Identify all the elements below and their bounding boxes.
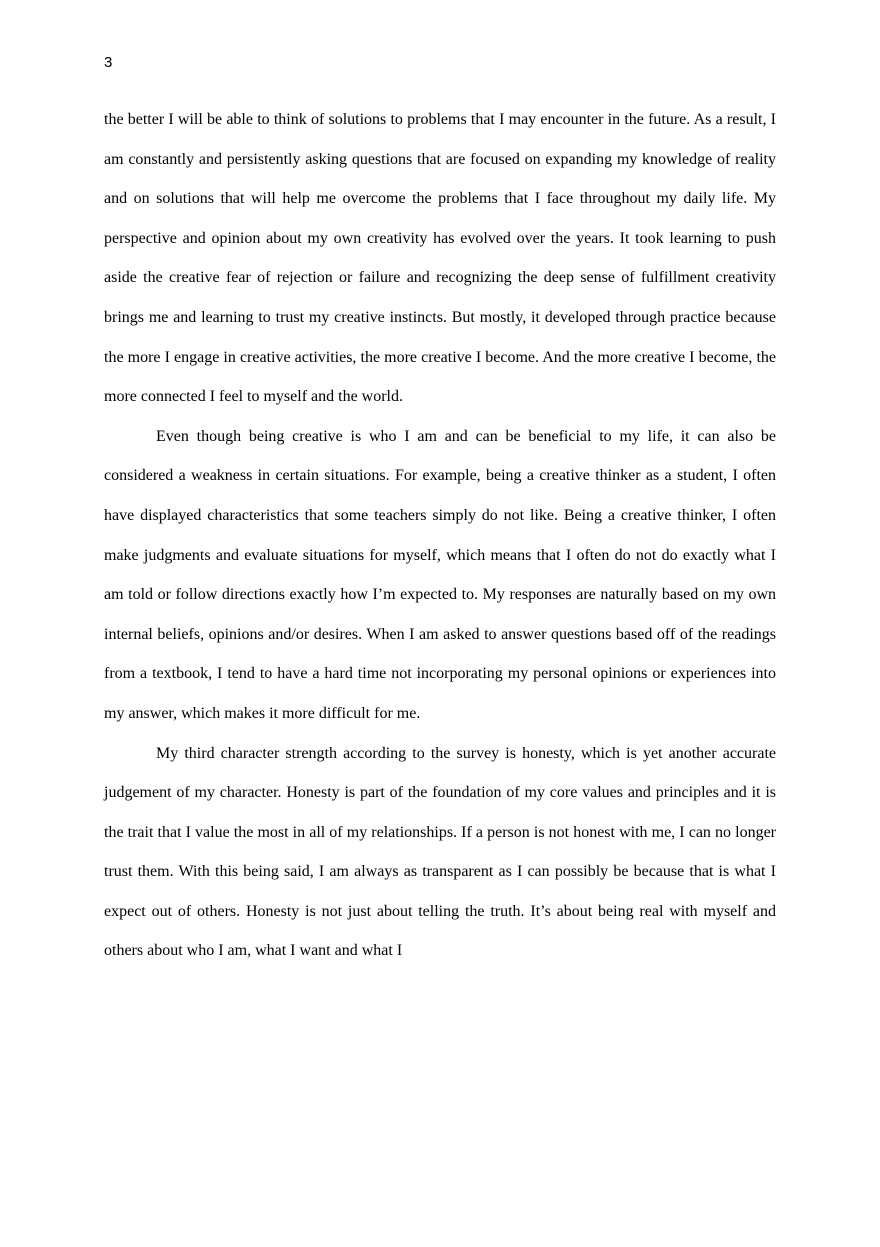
paragraph-3: My third character strength according to the survey is honesty, which is yet another accurate judgement of my character. Honesty is part of the foundation of my core values and principles and it is the trait that I value the most in all of my relationships. If a person is not honest with me, I can no longer trust them. With this being said, I am always as transparent as I can possibly be because that is what I expect out of others. Honesty is not just about telling the truth. It’s about being real with myself and others about who I am, what I want and what I	[104, 744, 776, 960]
body-text	[104, 100, 776, 971]
paragraph-2: Even though being creative is who I am and can be beneficial to my life, it can also be considered a weakness in certain situations. For example, being a creative thinker as a student, I often have displayed characteristics that some teachers simply do not like. Being a creative thinker, I often make judgments and evaluate situations for myself, which means that I often do not do exactly what I am told or follow directions exactly how I’m expected to. My responses are naturally based on my own internal beliefs, opinions and/or desires. When I am asked to answer questions based off of the readings from a textbook, I tend to have a hard time not incorporating my personal opinions or experiences into my answer, which makes it more difficult for me.	[104, 427, 776, 722]
paragraph-1: the better I will be able to think of solutions to problems that I may encounter in the future. As a result, I am constantly and persistently asking questions that are focused on expanding my knowledge of reality and on solutions that will help me overcome the problems that I face throughout my daily life. My perspective and opinion about my own creativity has evolved over the years. It took learning to push aside the creative fear of rejection or failure and recognizing the deep sense of fulfillment creativity brings me and learning to trust my creative instincts. But mostly, it developed through practice because the more I engage in creative activities, the more creative I become. And the more creative I become, the more connected I feel to myself and the world.	[104, 111, 776, 406]
page-number: 3	[104, 54, 113, 71]
